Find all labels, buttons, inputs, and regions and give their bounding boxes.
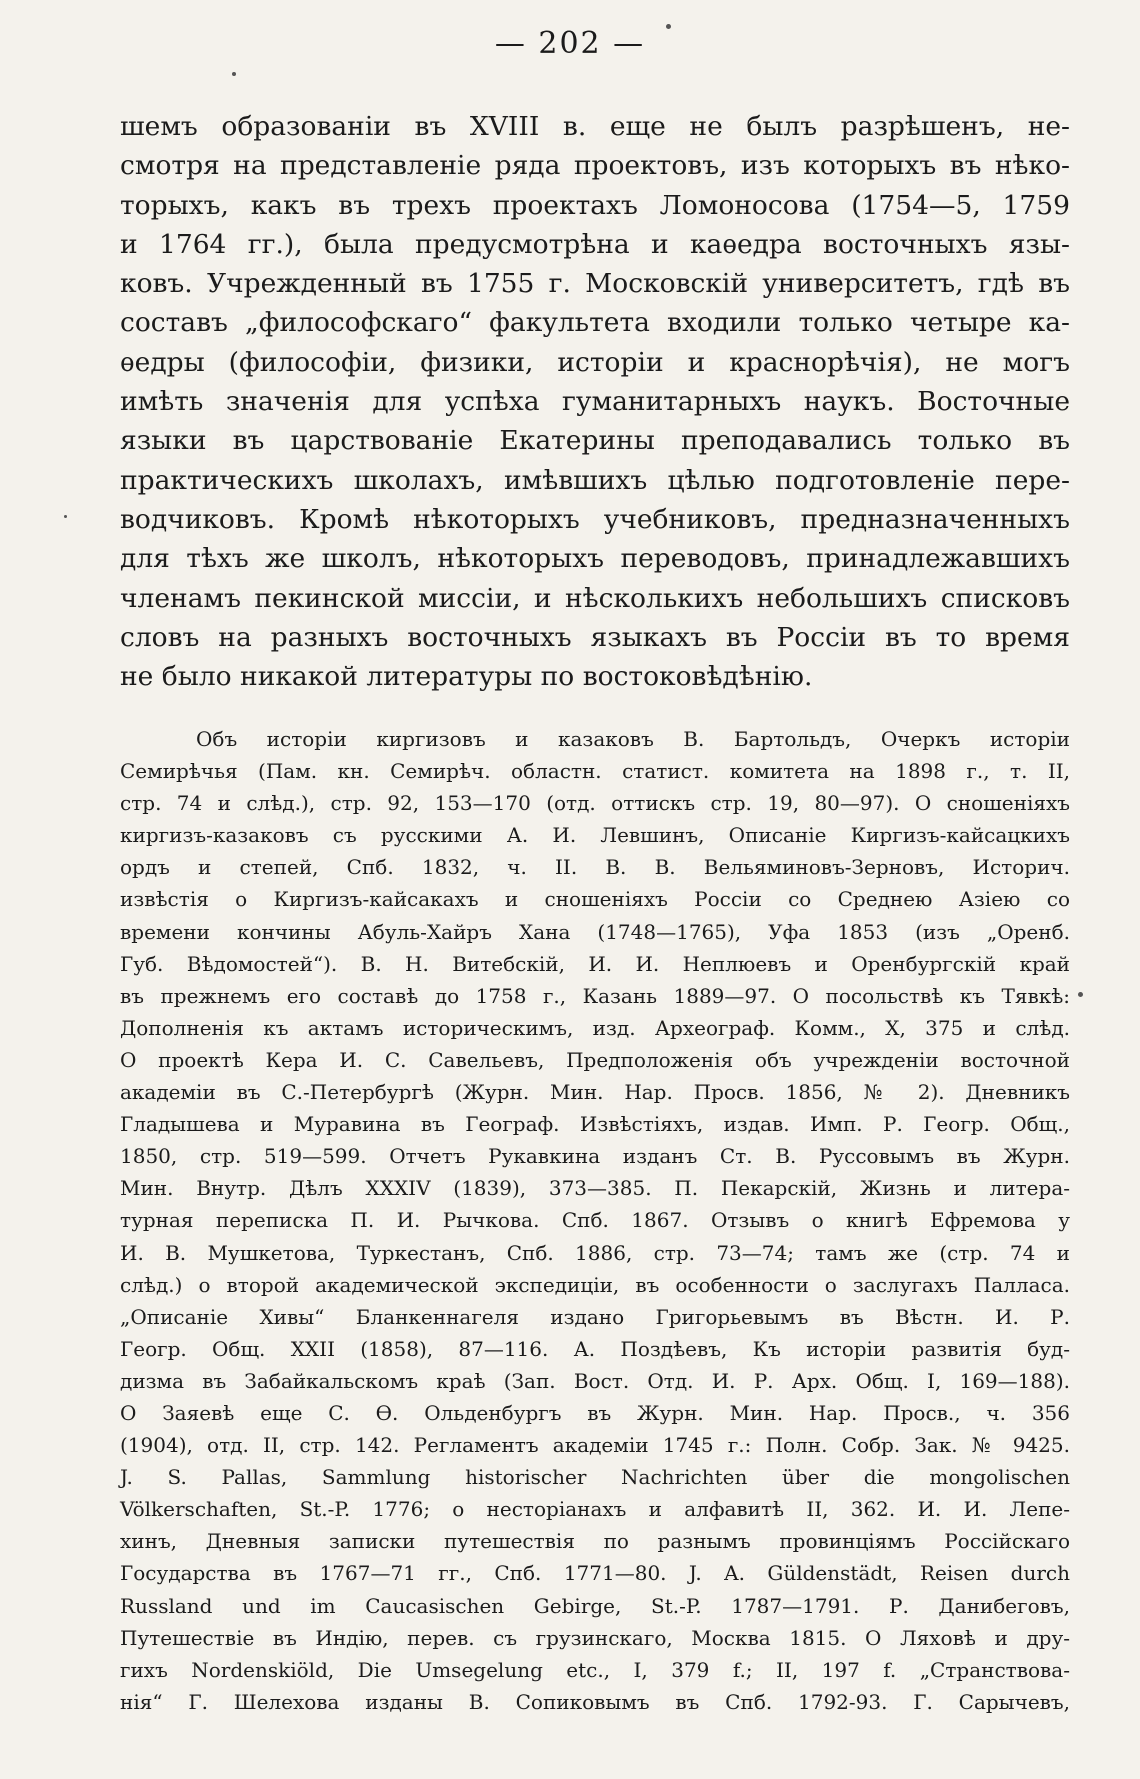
note-line: Гладышева и Муравина въ Географ. Извѣстіяхъ, издав. Имп. Р. Геогр. Общ., <box>120 1112 1070 1137</box>
note-line: Дополненія къ актамъ историческимъ, изд. Археограф. Комм., X, 375 и слѣд. <box>120 1015 1070 1040</box>
note-line: Государства въ 1767—71 гг., Спб. 1771—80. J. A. Güldenstädt, Reisen durch <box>120 1561 1070 1586</box>
note-line: хинъ, Дневныя записки путешествія по разнымъ провинціямъ Россійскаго <box>120 1529 1070 1554</box>
text-line: шемъ образованіи въ XVIII в. еще не былъ разрѣшенъ, не- <box>120 111 1070 142</box>
note-line: слѣд.) о второй академической экспедиціи, въ особенности о заслугахъ Палласа. <box>120 1272 1070 1297</box>
scan-speck <box>64 515 67 518</box>
scan-speck <box>232 72 236 76</box>
note-line: въ прежнемъ его составѣ до 1758 г., Казань 1889—97. О посольствѣ къ Тявкѣ: <box>120 983 1070 1008</box>
note-line: ордъ и степей, Спб. 1832, ч. II. В. В. Вельяминовъ-Зерновъ, Историч. <box>120 855 1070 880</box>
text-line: имѣть значенія для успѣха гуманитарныхъ наукъ. Восточные <box>120 386 1070 418</box>
bibliographic-notes <box>120 723 1070 1718</box>
note-line: Мин. Внутр. Дѣлъ XXXIV (1839), 373—385. П. Пекарскій, Жизнь и литера- <box>120 1176 1070 1201</box>
text-line: членамъ пекинской миссіи, и нѣсколькихъ небольшихъ списковъ <box>120 582 1070 614</box>
note-line: гихъ Nordenskiöld, Die Umsegelung etc., I, 379 f.; II, 197 f. „Странствова- <box>120 1657 1070 1682</box>
note-line: Путешествіе въ Индію, перев. съ грузинскаго, Москва 1815. О Ляховѣ и дру- <box>120 1625 1070 1650</box>
note-line: Объ исторіи киргизовъ и казаковъ В. Бартольдъ, Очеркъ исторіи <box>196 727 1070 751</box>
text-line: практическихъ школахъ, имѣвшихъ цѣлью подготовленіе пере- <box>120 464 1070 496</box>
note-line: J. S. Pallas, Sammlung historischer Nachrichten über die mongolischen <box>120 1465 1070 1490</box>
note-line: дизма въ Забайкальскомъ краѣ (Зап. Вост. Отд. И. Р. Арх. Общ. I, 169—188). <box>120 1368 1070 1393</box>
main-text <box>120 107 1070 696</box>
note-line: Губ. Вѣдомостей“). В. Н. Витебскій, И. И. Неплюевъ и Оренбургскій край <box>120 951 1070 976</box>
note-line: киргизъ-казаковъ съ русскими А. И. Левшинъ, Описаніе Киргизъ-кайсацкихъ <box>120 823 1070 848</box>
note-line: Геогр. Общ. XXII (1858), 87—116. А. Поздѣевъ, Къ исторіи развитія буд- <box>120 1336 1070 1361</box>
note-line: 1850, стр. 519—599. Отчетъ Рукавкина изданъ Ст. В. Руссовымъ въ Журн. <box>120 1144 1070 1169</box>
text-line: смотря на представленіе ряда проектовъ, изъ которыхъ въ нѣко- <box>120 150 1070 182</box>
text-line: ковъ. Учрежденный въ 1755 г. Московскій университетъ, гдѣ въ <box>120 268 1070 300</box>
note-line: турная переписка П. И. Рычкова. Спб. 1867. Отзывъ о книгѣ Ефремова у <box>120 1208 1070 1233</box>
note-line: Семирѣчья (Пам. кн. Семирѣч. областн. статист. комитета на 1898 г., т. II, <box>120 759 1070 784</box>
text-line: ѳедры (философіи, физики, исторіи и краснорѣчія), не могъ <box>120 346 1070 378</box>
text-line: не было никакой литературы по востоковѣдѣнію. <box>120 661 813 693</box>
text-line: словъ на разныхъ восточныхъ языкахъ въ Россіи въ то время <box>120 621 1070 653</box>
note-line: академіи въ С.-Петербургѣ (Журн. Мин. Нар. Просв. 1856, № 2). Дневникъ <box>120 1080 1070 1105</box>
text-line: языки въ царствованіе Екатерины преподавались только въ <box>120 425 1070 457</box>
note-line: „Описаніе Хивы“ Бланкеннагеля издано Григорьевымъ въ Вѣстн. И. Р. <box>120 1304 1070 1329</box>
note-line: стр. 74 и слѣд.), стр. 92, 153—170 (отд. оттискъ стр. 19, 80—97). О сношеніяхъ <box>120 791 1070 816</box>
scan-speck <box>1078 992 1083 997</box>
text-line: для тѣхъ же школъ, нѣкоторыхъ переводовъ, принадлежавшихъ <box>120 543 1070 575</box>
note-line: времени кончины Абуль-Хайръ Хана (1748—1765), Уфа 1853 (изъ „Оренб. <box>120 919 1070 944</box>
note-line: И. В. Мушкетова, Туркестанъ, Спб. 1886, стр. 73—74; тамъ же (стр. 74 и <box>120 1240 1070 1265</box>
note-line: О проектѣ Кера И. С. Савельевъ, Предположенія объ учрежденіи восточной <box>120 1047 1070 1072</box>
note-line: (1904), отд. II, стр. 142. Регламентъ академіи 1745 г.: Полн. Собр. Зак. № 9425. <box>120 1433 1070 1458</box>
note-line: извѣстія о Киргизъ-кайсакахъ и сношеніяхъ Россіи со Среднею Азіею со <box>120 887 1070 912</box>
note-line: Russland und im Caucasischen Gebirge, St.-P. 1787—1791. Р. Данибеговъ, <box>120 1593 1070 1618</box>
text-line: и 1764 гг.), была предусмотрѣна и каѳедра восточныхъ язы- <box>120 228 1070 260</box>
text-line: торыхъ, какъ въ трехъ проектахъ Ломоносова (1754—5, 1759 <box>120 189 1070 221</box>
note-line: нія“ Г. Шелехова изданы В. Сопиковымъ въ Спб. 1792-93. Г. Сарычевъ, <box>120 1689 1070 1714</box>
note-line: О Заяевѣ еще С. Ѳ. Ольденбургъ въ Журн. Мин. Нар. Просв., ч. 356 <box>120 1400 1070 1425</box>
text-line: водчиковъ. Кромѣ нѣкоторыхъ учебниковъ, предназначенныхъ <box>120 503 1070 535</box>
page-number: — 202 — <box>494 26 646 61</box>
note-line: Völkerschaften, St.-P. 1776; о несторіанахъ и алфавитѣ II, 362. И. И. Лепе- <box>120 1497 1070 1522</box>
text-line: составъ „философскаго“ факультета входили только четыре ка- <box>120 307 1070 339</box>
